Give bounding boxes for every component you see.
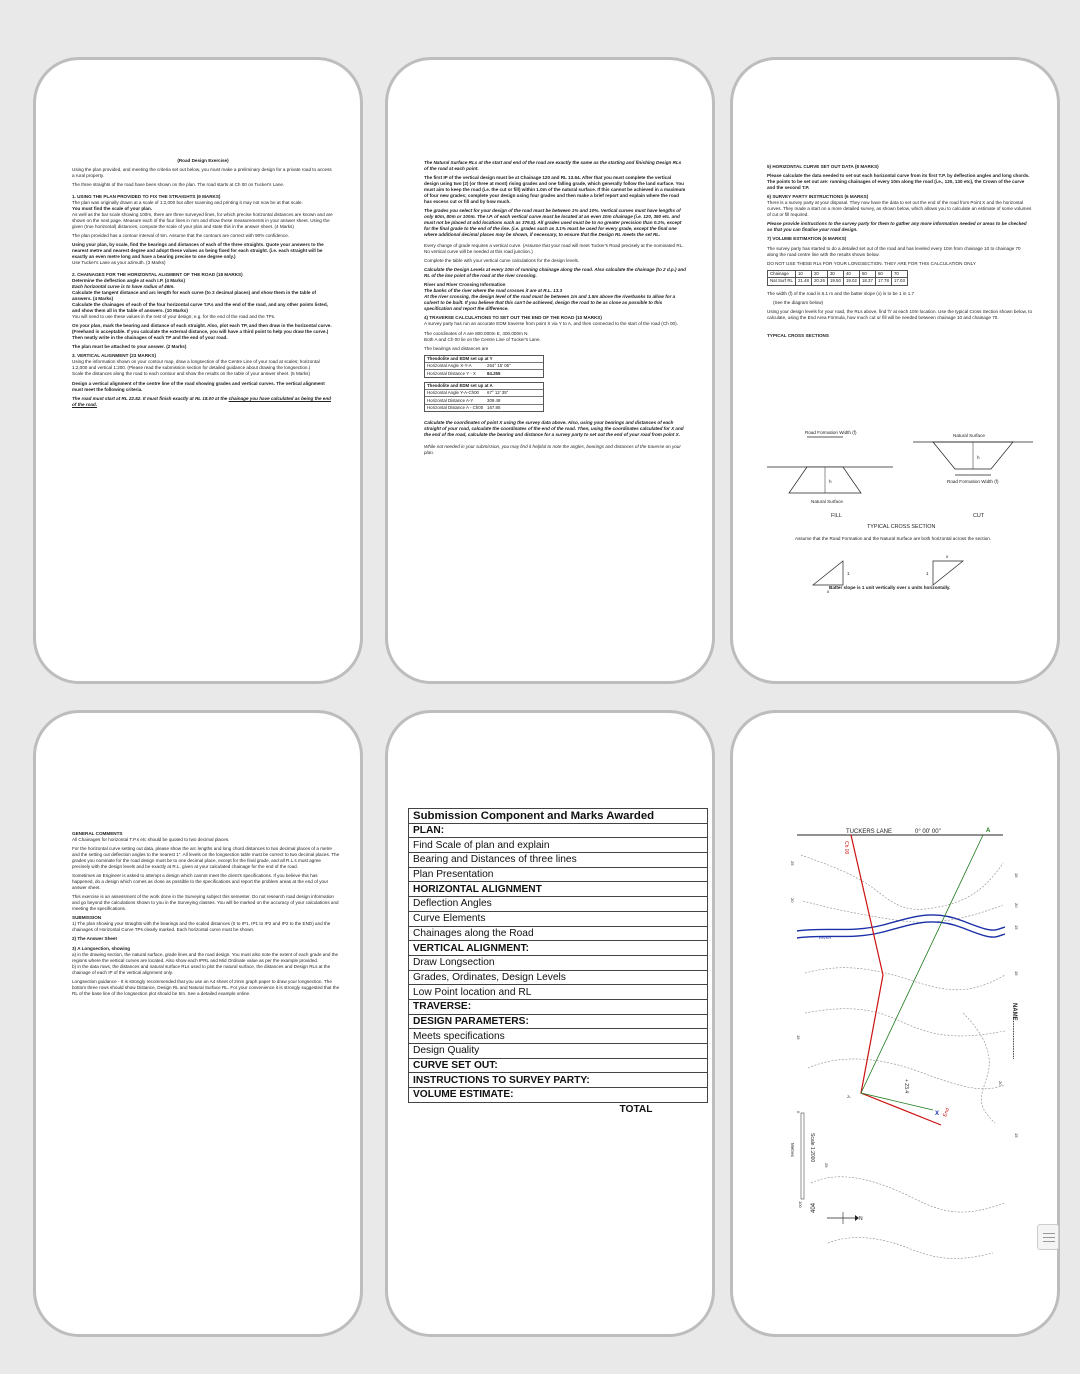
level-table-header-cell: 10 bbox=[795, 270, 811, 277]
cross-section-title: TYPICAL CROSS SECTIONS bbox=[767, 332, 829, 338]
doc-title: (Road Design Exercise) bbox=[177, 158, 229, 163]
metres-label: Metres bbox=[790, 1143, 795, 1157]
svg-text:h: h bbox=[977, 455, 980, 460]
level-table-header-cell: Chainage bbox=[768, 270, 796, 277]
svg-text:TYPICAL CROSS SECTION: TYPICAL CROSS SECTION bbox=[867, 524, 936, 530]
marks-row: CURVE SET OUT: bbox=[409, 1058, 708, 1073]
page-mark: 404 bbox=[811, 1202, 817, 1213]
level-table-cell: 19.50 bbox=[827, 278, 843, 285]
river-label: RIVER bbox=[819, 935, 832, 940]
marks-table bbox=[408, 808, 708, 1117]
svg-text:Road Formation Width (f): Road Formation Width (f) bbox=[947, 479, 999, 484]
page-thumbnail-1[interactable] bbox=[33, 57, 363, 684]
page-thumbnail-4[interactable] bbox=[33, 710, 363, 1337]
north-label: N bbox=[859, 1216, 863, 1222]
marks-row: PLAN: bbox=[409, 823, 708, 838]
svg-text:h: h bbox=[829, 479, 832, 484]
svg-text:Natural Surface: Natural Surface bbox=[953, 433, 985, 438]
marks-row: Deflection Angles bbox=[409, 897, 708, 912]
level-table-cell: 19.02 bbox=[843, 278, 859, 285]
level-table bbox=[767, 270, 908, 286]
marks-row: Draw Longsection bbox=[409, 955, 708, 970]
end-label: End bbox=[942, 1107, 951, 1118]
section-heading: 6) SURVEY PARTY INSTRUCTIONS (6 MARKS) bbox=[767, 194, 869, 200]
svg-text:x: x bbox=[827, 589, 830, 594]
batter-slope-diagram bbox=[773, 555, 1023, 605]
level-table-header-cell: 70 bbox=[891, 270, 907, 277]
scale-bar-start: 0 bbox=[796, 1111, 801, 1114]
svg-text:CUT: CUT bbox=[973, 513, 985, 519]
level-table-cell: 21.48 bbox=[795, 278, 811, 285]
marks-row: INSTRUCTIONS TO SURVEY PARTY: bbox=[409, 1073, 708, 1088]
svg-text:x: x bbox=[946, 555, 949, 559]
scale-label: Scale 1:2000 bbox=[809, 1133, 815, 1163]
page-thumbnail-5[interactable] bbox=[385, 710, 715, 1337]
road-plan-map bbox=[733, 713, 1060, 1337]
scale-bar-end: 100 bbox=[798, 1201, 803, 1208]
section-heading: SUBMISSION bbox=[72, 915, 102, 921]
page-1-text: (Road Design Exercise) Using the plan provided, and meeting the criteria set out below, you must make a preliminary design for a private road to access a rural property. The three straights of the road have been shown on the plan. The road starts at Ch 00 on Tucker's Lane. 1. USING THE PLAN PROVIDED TO FIX THE STRAIGHTS (9 MARKS) The plan was originally drawn at a scale of 1:2,000 but after scanning and printing it may not now be at that scale. You must find the scale of your plan. As well as the bar scale showing 100m, there are three surveyed lines, for which precise horizontal distances are known and are shown on the next page. Measure each of the four lines in mm and show these measurements in your answer sheet. Using the given (true horizontal) distances, compute the scale of your plan and state this in the answer sheet. (4 Marks) The plan provided has a contour interval of 5m. Assume that the contours are correct with 90% confidence. Using your plan, by scale, find the bearings and distances of each of the three straights. Quote your answers to the nearest metre and nearest degree and adopt these values as being fixed for each straight. (i.e. each straight will be exactly an even metre long and have a bearing precise to one degree only.) Use Tucker's Lane as your azimuth. (3 Marks) 2. CHAINAGES FOR THE HORIZONTAL ALIGMENT OF THE ROAD (18 MARKS) Determine the deflection angle at each I.P. (4 Marks) Each horizontal curve is to have radius of 46m. Calculate the tangent distance and arc length for each curve (to 2 decimal places) and show them in the table of answers. (4 Marks) Calculate the chainages of each of the four horizontal curve T.P.s and the end of the road, and any other points listed, and show them all in the table of answers. (10 Marks) You will need to use these values in the rest of your design; e.g. for the end of the road and the TPs. On your plan, mark the bearing and distance of each straight. Also, plot each TP, and then draw in the horizontal curve. (Freehand is acceptable. If you calculate the external distance, you will have a third point to help you draw the curve.) Then neatly write in the chainages of each TP and the end of your road. The plan must be attached to your answer. (2 Marks) 3. VERTICAL ALIGNMENT (23 MARKS) Using the information shown on your contour map, draw a longsection of the Centre Line of your road at scales; horizontal 1:2,000 and vertical 1:200. (Please read the submission section for detailed guidance about drawing the longsection.) Scale the distances along the road to each contour and show the results on the table of your answer sheet. (5 Marks) Design a vertical alignment of the centre line of the road showing grades and vertical curves. The vertical alignment must meet the following criteria. The road must start at RL 22.52. It must finish exactly at RL 18.00 at the chainage you have calculated as being the end of the road. bbox=[72, 158, 333, 407]
section-heading: 3. VERTICAL ALIGNMENT (23 MARKS) bbox=[72, 353, 156, 359]
marks-row: Low Point location and RL bbox=[409, 985, 708, 1000]
level-table-header-cell: 40 bbox=[843, 270, 859, 277]
page-thumbnail-3[interactable] bbox=[730, 57, 1060, 684]
point-y-label: Y bbox=[846, 1094, 854, 1100]
svg-text:1: 1 bbox=[926, 571, 929, 576]
traverse-table-a: Theodolite and EDM set up at A Horizontal Angle Y-A-Ch00 67° 12' 35" Horizontal Distance A-Y 309.48 Horizontal Distance A - Ch00 167.85 bbox=[424, 382, 544, 412]
marks-row: VERTICAL ALIGNMENT: bbox=[409, 941, 708, 956]
azimuth-label: 0° 00' 00" bbox=[915, 829, 941, 835]
page-4-text: GENERAL COMMENTS All Chainages for horizontal T.P.s etc should be quoted to two decimal places. For the horizontal curve setting out data, please show the arc lengths and long chord distances to two decimal places of a metre and the setting out deflection angles to the nearest 1". All levels on the longsection table must be correct to two decimal places. The grades you nominate for the road design must be to one decimal place, except for the final grade, and all R.L.s must agree precisely with the design levels and be exactly at R.L. given at your calculated chainage for the end of the road. Sometimes an Engineer is asked to attempt a design which cannot meet the client's specifications. If you believe this has happened, do a design which comes as close as possible to the specifications and report the problem areas at the end of your answer sheet. This exercise is an assessment of the work done in the Surveying subject this semester. Do not research road design information and go beyond the calculations shown to you in the Surveying classes. You will be marked on the accuracy of your calculations and meeting the specifications. SUBMISSION 1) The plan showing your straights with the bearings and the scaled distances (0 to IP1, IP1 to IP2 and IP2 to the END) and the chainages of Horizontal Curve TPs clearly marked. Each horizontal curve must be shown. 2) The Answer Sheet 3) A Longsection, showing a) in the drawing section, the natural surface, grade lines and the road design. You must also note the extent of each grade and the regions where the vertical curves are located. Also show each IPRL and Mid Ordinate value as per the example provided. b) in the data rows, the distances and natural surface RLs used to plot the natural surface, the distances and Design RLs at the chainage of each IP of the vertical alignment only. Longsection guidance - It is strongly recommended that you use an A4 sheet of 2mm graph paper to draw your longsection. The bottom three rows should show Distance, Design RL and Natural Surface RL. For your convenience it is strongly suggested that the RL of the base line of the longsection plot should be 5m. See a detailed example online. bbox=[72, 831, 340, 996]
traverse-table-y: Theodolite and EDM set up at Y Horizontal Angle X-Y-A 264° 15' 05" Horizontal Distance Y - X 84.255 bbox=[424, 355, 544, 378]
level-table-cell: 17.03 bbox=[891, 278, 907, 285]
page-3-text: 5) HORIZONTAL CURVE SET OUT DATA (8 MARKS) Please calculate the data needed to set out each horizontal curve from its first T.P. by deflection angles and long chords. The points to be set out are: running chainages of every 10m along the road (i.e., 120, 130 etc), the Crown of the curve and the second T.P. 6) SURVEY PARTY INSTRUCTIONS (6 MARKS) There is a survey party at your disposal. They now have the data to set out the end of the road from Point X and the horizontal curves. They made a start on a more detailed survey, as shown below, which allows you to calculate an estimate of some volumes of cut or fill required. Please provide instructions to the survey party for them to gather any more information needed or areas to be checked so that you can finalise your road design. 7) VOLUME ESTIMATION (6 MARKS) The survey party has started to do a detailed set out of the road and has leveled every 10m from chainage 10 to chainage 70 along the road centre line with the results shown below. DO NOT USE THESE RLs FOR YOUR LONGSECTION. THEY ARE FOR THIS CALCULATION ONLY Chainage 10 20 30 40 50 60 70 Nat Surf RL 21.48 20.26 19.50 19.02 18.37 17.78 17.03 The width (f) of the road is 6.1 m and the batter slope (x) is to be 1 in 1.7 (See the diagram below) Using your design levels for your road, the RLs above, find 'h' at each 10m location. Use the typical Cross Section shown below, to calculate, using the End Area Formula, how much cut or fill will be needed between chainage 10 and chainage 70. TYPICAL CROSS SECTIONS bbox=[767, 164, 1033, 338]
section-heading: 7) VOLUME ESTIMATION (6 MARKS) bbox=[767, 236, 847, 242]
marks-row: Plan Presentation bbox=[409, 867, 708, 882]
svg-text:20: 20 bbox=[998, 1081, 1003, 1086]
marks-row: DESIGN PARAMETERS: bbox=[409, 1014, 708, 1029]
marks-row: Grades, Ordinates, Design Levels bbox=[409, 970, 708, 985]
page-thumbnail-6[interactable] bbox=[730, 710, 1060, 1337]
level-table-cell: 20.26 bbox=[811, 278, 827, 285]
svg-text:15: 15 bbox=[796, 1035, 801, 1040]
menu-icon[interactable] bbox=[1037, 1224, 1059, 1250]
svg-text:15: 15 bbox=[1014, 873, 1019, 878]
scale-bar bbox=[801, 1113, 804, 1199]
svg-text:25: 25 bbox=[790, 861, 795, 866]
marks-row: Meets specifications bbox=[409, 1029, 708, 1044]
svg-text:Assume that the Road Formation: Assume that the Road Formation and the Natural Surface are both horizontal across the section. bbox=[795, 536, 992, 541]
ch00-label: Ch 00 bbox=[843, 841, 849, 855]
marks-row: Curve Elements bbox=[409, 911, 708, 926]
level-table-header-cell: 50 bbox=[859, 270, 875, 277]
marks-row: Bearing and Distances of three lines bbox=[409, 853, 708, 868]
level-table-header-cell: 30 bbox=[827, 270, 843, 277]
section-heading: 4) TRAVERSE CALCULATIONS TO SET OUT THE END OF THE ROAD (10 MARKS) bbox=[424, 315, 602, 321]
point-x-label: X bbox=[935, 1111, 940, 1117]
svg-text:15: 15 bbox=[1014, 925, 1019, 930]
road-centreline bbox=[851, 835, 941, 1125]
traverse-line-a-y bbox=[861, 835, 983, 1093]
batter-note: Batter slope is 1 unit vertically over x units horizontally. bbox=[829, 585, 951, 590]
level-table-cell: 17.78 bbox=[875, 278, 891, 285]
marks-row: Chainages along the Road bbox=[409, 926, 708, 941]
page-2-text: The Natural Surface RLs at the start and end of the road are exactly the same as the starting and finishing Design RLs of the road at each point. The first IP of the vertical design must be at Chainage 120 and RL 13.64. After that you must complete the vertical design using two (2) (or three at most) rising grades and one falling grade, which generally follow the land surface. You must aim to keep the road (i.e. the cut or fill) within 1.0m of the natural surface. If this cannot be achieved in a maximum of four new grades; complete your design using four grades and then make a brief report and explain where the road has excess cut or fill and by how much. The grades you select for your design of the road must be between 1% and 10%. Vertical curves must have lengths of only 60m, 80m or 100m. The I.P. of each vertical curve must be located at an even 10m chainage (i.e. 120, 350 etc. and must not be placed at odd locations such as 376.5). All grades used must be to no greater precision than 0.1%, except for the final grade to the end of the line. (i.e. grades such as 3.1% must be used for every grade, except the final one where additional decimal places may be shown, if necessary, to ensure that the Design RL meets the set RL. Every change of grade requires a vertical curve. (Assume that your road will meet Tucker's Road precisely at the nominated RL. No vertical curve will be needed at this road junction.) Complete the table with your vertical curve calculations for the design levels. Calculate the Design Levels at every 10m of running chainage along the road. Also calculate the chainage (to 2 d.p.) and RL of the low point of the road at the river crossing. River and River Crossing Information The banks of the river where the road crosses it are at R.L. 13.3 At the river crossing, the design level of the road must be between 1m and 1.5m above the riverbanks to allow for a culvert to be built. If you believe that this can't be achieved, design the road to be as close as possible to this specification and report the difference. 4) TRAVERSE CALCULATIONS TO SET OUT THE END OF THE ROAD (10 MARKS) A survey party has run an accurate EDM traverse from point X via Y to A, and then connected to the start of the road (Ch 00). The coordinates of A are 800.000m E, 400.000m N. Both A and Ch 00 lie on the Centre Line of Tucker's Lane. The bearings and distances are Theodolite and EDM set up at Y Horizontal Angle X-Y-A 264° 15' 05" Horizontal Distance Y - X 84.255 Theodolite and EDM set up at A Horizontal Angle Y-A-Ch00 67° 12' 35" Horizontal Distance A-Y 309.48 Horizontal Distance A - Ch00 167.85 Calculate the coordinates of point X using the survey data above. Also, using your bearings and distances of each straight of your road, calculate the coordinates of the end of the road. Then, using the coordinates calculated for X and the end of the road, calculate the bearing and distance for a survey party to set out the end of your road from point X. While not needed in your submission, you may find it helpful to note the angles, bearings and distances of the traverse on your plan. bbox=[424, 160, 686, 455]
name-field: NAME....................... bbox=[1011, 1003, 1017, 1060]
river-bank-upper bbox=[797, 915, 1005, 931]
svg-text:15: 15 bbox=[1014, 971, 1019, 976]
marks-row: Find Scale of plan and explain bbox=[409, 838, 708, 853]
marks-row: VOLUME ESTIMATE: bbox=[409, 1088, 708, 1103]
level-table-header-cell: 60 bbox=[875, 270, 891, 277]
page-thumbnail-2[interactable] bbox=[385, 57, 715, 684]
marks-total: TOTAL bbox=[619, 1104, 653, 1116]
marks-row: TRAVERSE: bbox=[409, 999, 708, 1014]
marks-row: HORIZONTAL ALIGNMENT bbox=[409, 882, 708, 897]
svg-text:Road Formation Width (f): Road Formation Width (f) bbox=[805, 430, 857, 435]
distance-label: + 23.4 bbox=[903, 1079, 909, 1094]
contour-lines bbox=[801, 855, 1005, 1258]
svg-text:20: 20 bbox=[790, 898, 795, 903]
batter-triangle-fill bbox=[813, 561, 843, 585]
section-heading: GENERAL COMMENTS bbox=[72, 831, 123, 836]
tuckers-lane-label: TUCKERS LANE bbox=[846, 829, 893, 835]
svg-text:Natural Surface: Natural Surface bbox=[811, 499, 843, 504]
svg-text:15: 15 bbox=[1014, 1133, 1019, 1138]
section-heading: 1. USING THE PLAN PROVIDED TO FIX THE STRAIGHTS (9 MARKS) bbox=[72, 194, 221, 200]
marks-row: Design Quality bbox=[409, 1044, 708, 1059]
section-heading: 5) HORIZONTAL CURVE SET OUT DATA (8 MARKS) bbox=[767, 164, 879, 169]
batter-triangle-cut bbox=[933, 561, 963, 585]
svg-text:1: 1 bbox=[847, 571, 850, 576]
svg-text:FILL: FILL bbox=[831, 513, 842, 519]
section-heading: 2. CHAINAGES FOR THE HORIZONTAL ALIGMENT OF THE ROAD (18 MARKS) bbox=[72, 272, 243, 278]
level-table-cell: Nat Surf RL bbox=[768, 278, 796, 285]
level-table-cell: 18.37 bbox=[859, 278, 875, 285]
marks-table-header: Submission Component and Marks Awarded bbox=[409, 809, 708, 824]
svg-text:25: 25 bbox=[824, 1163, 829, 1168]
level-table-header-cell: 20 bbox=[811, 270, 827, 277]
point-a-label: A bbox=[986, 828, 991, 834]
svg-text:20: 20 bbox=[1014, 903, 1019, 908]
